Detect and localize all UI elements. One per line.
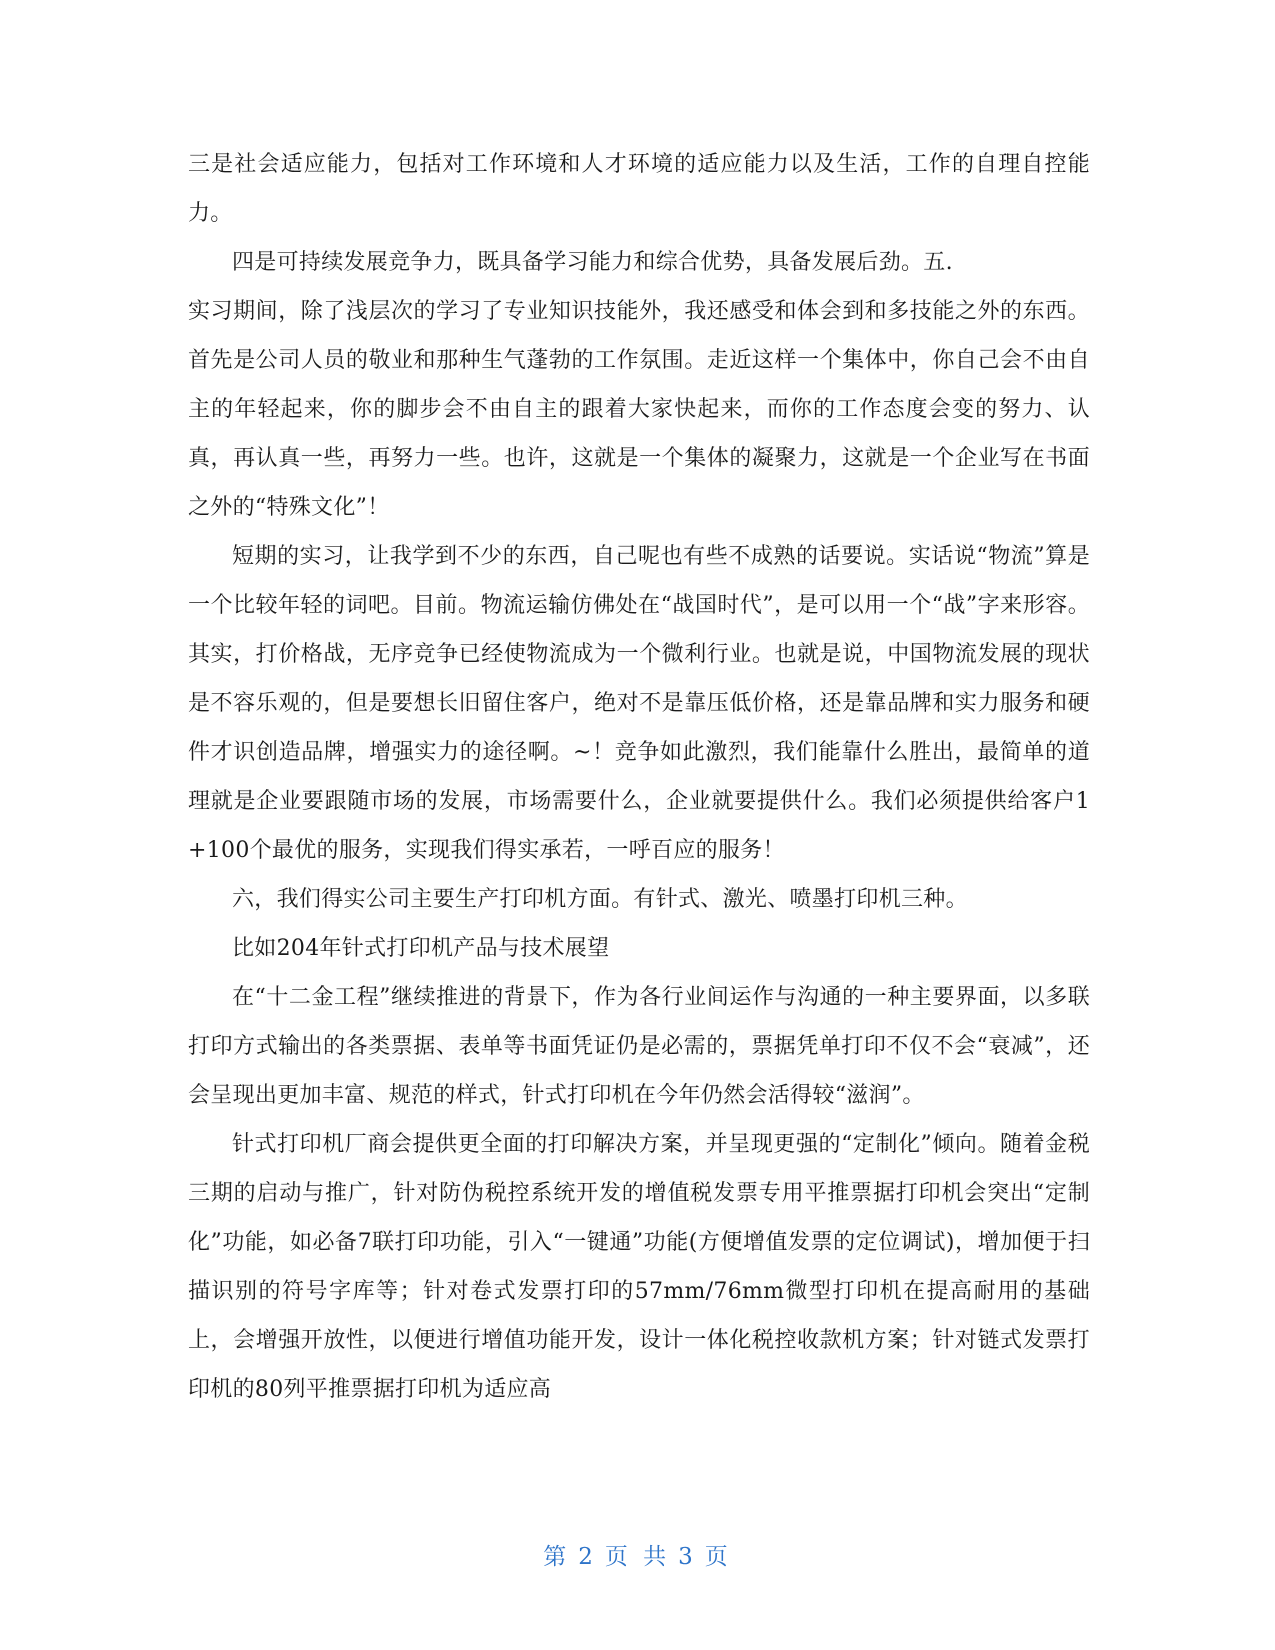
footer-middle: 页 共 xyxy=(604,1544,671,1570)
page-footer xyxy=(0,1538,1275,1571)
paragraph-1: 三是社会适应能力，包括对工作环境和人才环境的适应能力以及生活，工作的自理自控能力。 xyxy=(188,152,1090,226)
paragraph-5: 六，我们得实公司主要生产打印机方面。有针式、激光、喷墨打印机三种。 xyxy=(232,887,968,912)
document-body xyxy=(188,140,1090,1414)
paragraph-7: 在“十二金工程”继续推进的背景下，作为各行业间运作与沟通的一种主要界面，以多联打印方式输出的各类票据、表单等书面凭证仍是必需的，票据凭单打印不仅不会“衰减”，还会呈现出更加丰富、规范的样式，针式打印机在今年仍然会活得较“滋润”。 xyxy=(188,985,1090,1108)
paragraph-3: 实习期间，除了浅层次的学习了专业知识技能外，我还感受和体会到和多技能之外的东西。首先是公司人员的敬业和那种生气蓬勃的工作氛围。走近这样一个集体中，你自己会不由自主的年轻起来，你的脚步会不由自主的跟着大家快起来，而你的工作态度会变的努力、认真，再认真一些，再努力一些。也许，这就是一个集体的凝聚力，这就是一个企业写在书面之外的“特殊文化”！ xyxy=(188,299,1090,520)
footer-prefix: 第 xyxy=(543,1544,571,1570)
paragraph-4: 短期的实习，让我学到不少的东西，自己呢也有些不成熟的话要说。实话说“物流”算是一个比较年轻的词吧。目前。物流运输仿佛处在“战国时代”，是可以用一个“战”字来形容。其实，打价格战，无序竞争已经使物流成为一个微利行业。也就是说，中国物流发展的现状是不容乐观的，但是要想长旧留住客户，绝对不是靠压低价格，还是靠品牌和实力服务和硬件才识创造品牌，增强实力的途径啊。~！竞争如此激烈，我们能靠什么胜出，最简单的道理就是企业要跟随市场的发展，市场需要什么，企业就要提供什么。我们必须提供给客户1+100个最优的服务，实现我们得实承若，一呼百应的服务！ xyxy=(188,544,1090,863)
footer-suffix: 页 xyxy=(704,1544,732,1570)
footer-page-number: 2 xyxy=(578,1544,597,1570)
footer-total-pages: 3 xyxy=(678,1544,697,1570)
paragraph-6: 比如204年针式打印机产品与技术展望 xyxy=(232,936,610,961)
paragraph-2: 四是可持续发展竞争力，既具备学习能力和综合优势，具备发展后劲。五. xyxy=(232,250,953,275)
paragraph-8: 针式打印机厂商会提供更全面的打印解决方案，并呈现更强的“定制化”倾向。随着金税三期的启动与推广，针对防伪税控系统开发的增值税发票专用平推票据打印机会突出“定制化”功能，如必备7联打印功能，引入“一键通”功能(方便增值发票的定位调试)，增加便于扫描识别的符号字库等；针对卷式发票打印的57mm/76mm微型打印机在提高耐用的基础上，会增强开放性，以便进行增值功能开发，设计一体化税控收款机方案；针对链式发票打印机的80列平推票据打印机为适应高 xyxy=(188,1132,1090,1402)
